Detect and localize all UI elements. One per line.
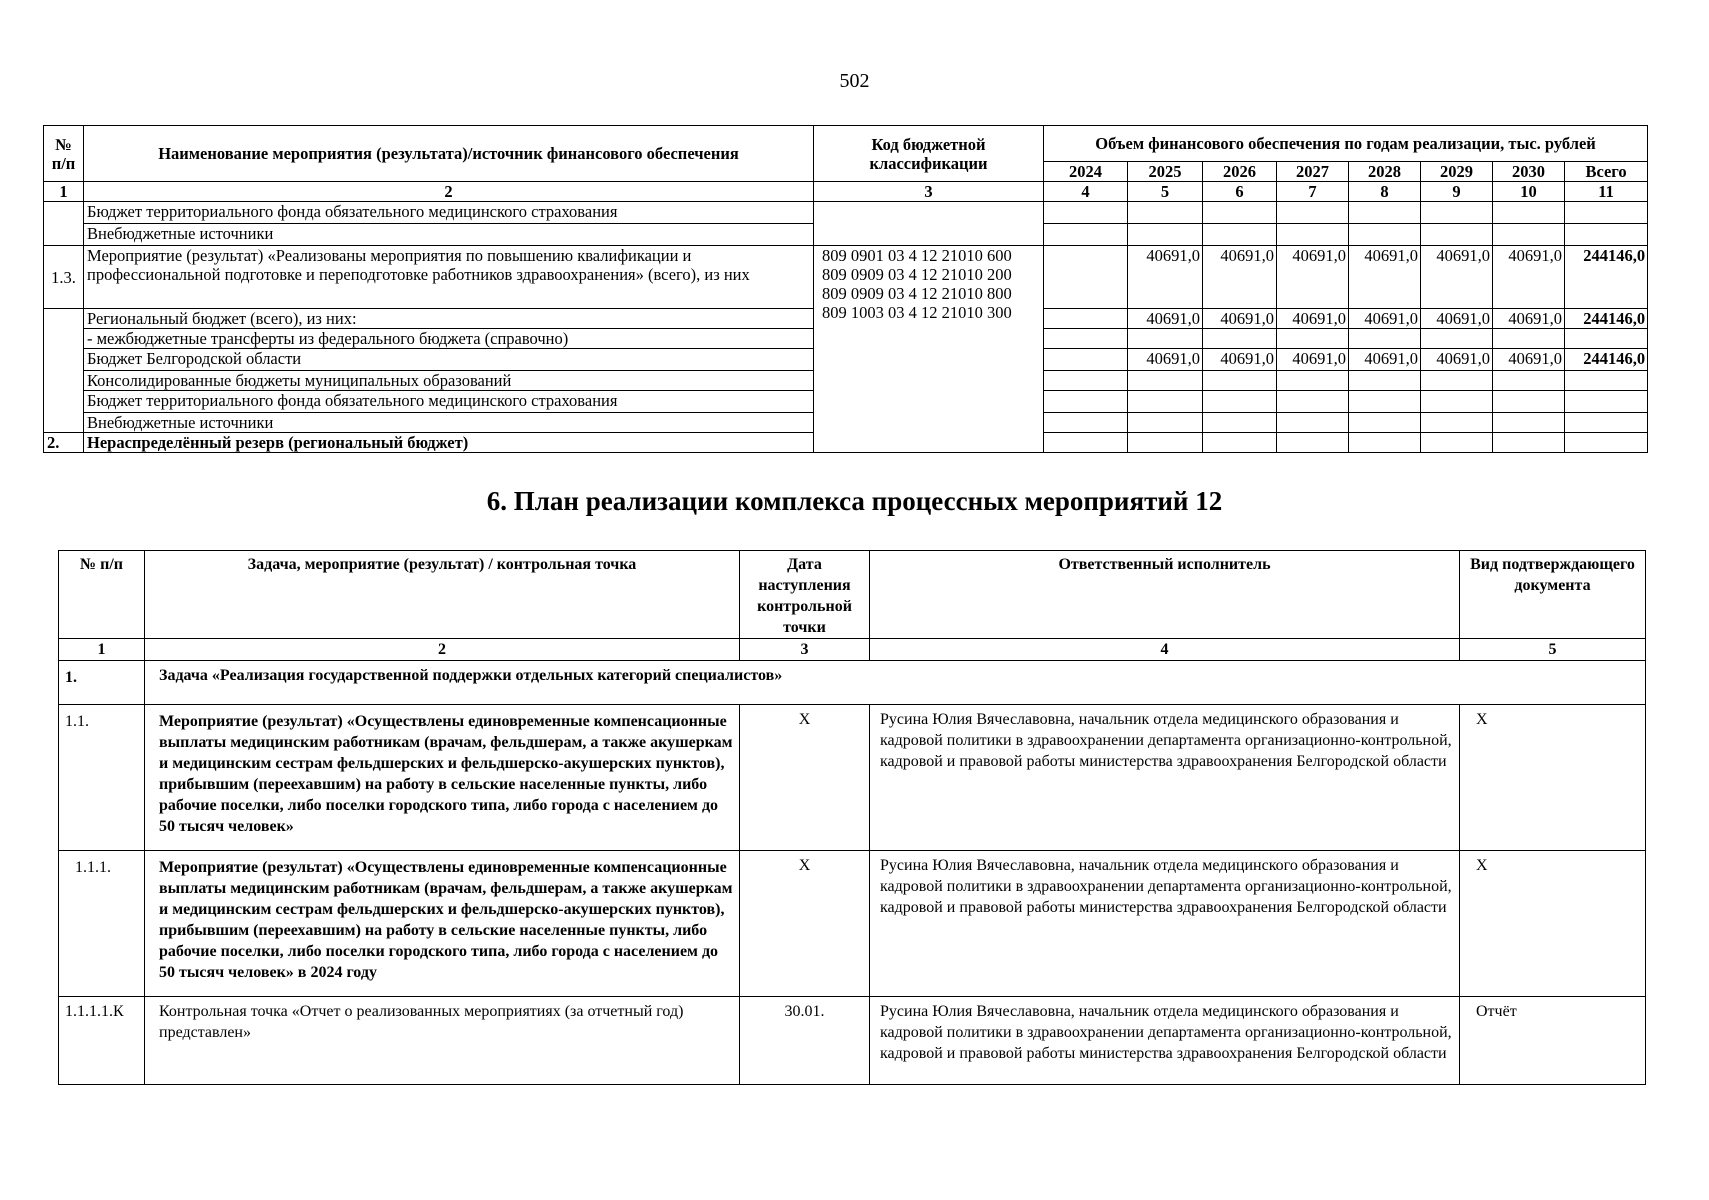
row-num: 1. [59,661,145,705]
header-num: № п/п [44,126,84,182]
page-number: 502 [839,70,870,92]
budget-code: 809 0909 03 4 12 21010 800 [822,284,1012,303]
row-doc: X [1460,851,1646,997]
row-executor: Русина Юлия Вячеславовна, начальник отдела медицинского образования и кадровой политики в здравоохранении департамента организационно-контрольной, кадровой и правовой работы министерства здравоохранения Белгородской области [870,705,1460,851]
value-cell [1128,433,1203,453]
value-cell [1044,202,1128,224]
value-cell [1565,224,1648,246]
row-name: Нераспределённый резерв (региональный бюджет) [84,433,814,453]
row-doc: Отчёт [1460,997,1646,1085]
row-text: Контрольная точка «Отчет о реализованных мероприятиях (за отчетный год) представлен» [145,997,740,1085]
row-num: 1.1.1. [59,851,145,997]
column-number: 6 [1203,182,1277,202]
value-cell [1421,371,1493,391]
value-cell [1565,413,1648,433]
column-number: 3 [740,639,870,661]
value-cell [1349,329,1421,349]
value-cell: 40691,0 [1128,309,1203,329]
column-number: 5 [1460,639,1646,661]
column-number: 10 [1493,182,1565,202]
row-num: 2. [44,433,84,453]
header-year: 2026 [1203,162,1277,182]
value-cell [1277,433,1349,453]
row-executor: Русина Юлия Вячеславовна, начальник отдела медицинского образования и кадровой политики в здравоохранении департамента организационно-контрольной, кадровой и правовой работы министерства здравоохранения Белгородской области [870,997,1460,1085]
value-cell: 40691,0 [1128,349,1203,371]
column-number: 2 [84,182,814,202]
value-cell [1421,329,1493,349]
header-year: 2025 [1128,162,1203,182]
value-cell: 40691,0 [1349,349,1421,371]
row-name: Бюджет территориального фонда обязательного медицинского страхования [84,202,814,224]
value-cell [1044,349,1128,371]
row-name: Консолидированные бюджеты муниципальных образований [84,371,814,391]
value-cell [1203,202,1277,224]
financing-table [43,125,1648,453]
value-cell [1565,433,1648,453]
table-row [44,202,1648,224]
value-cell: 40691,0 [1493,309,1565,329]
value-cell [1044,391,1128,413]
value-cell [1277,371,1349,391]
value-cell [1044,433,1128,453]
value-cell [1349,391,1421,413]
row-doc: X [1460,705,1646,851]
value-cell [1128,224,1203,246]
value-cell [1277,224,1349,246]
value-cell: 40691,0 [1128,246,1203,309]
row-executor: Русина Юлия Вячеславовна, начальник отдела медицинского образования и кадровой политики в здравоохранении департамента организационно-контрольной, кадровой и правовой работы министерства здравоохранения Белгородской области [870,851,1460,997]
value-cell [1565,202,1648,224]
value-cell [1421,433,1493,453]
value-cell [1203,371,1277,391]
budget-code: 809 0901 03 4 12 21010 600 [822,246,1012,265]
header-volume: Объем финансового обеспечения по годам реализации, тыс. рублей [1044,126,1648,162]
value-cell [1493,433,1565,453]
column-number: 2 [145,639,740,661]
budget-code: 809 1003 03 4 12 21010 300 [822,303,1012,322]
value-cell [1493,413,1565,433]
header-year: 2030 [1493,162,1565,182]
header-num: № п/п [59,551,145,639]
value-cell [1421,224,1493,246]
row-name: Внебюджетные источники [84,224,814,246]
row-text: Мероприятие (результат) «Осуществлены единовременные компенсационные выплаты медицинским работникам (врачам, фельдшерам, а также акушеркам и медицинским сестрам фельдшерских и фельдшерско-акушерских пунктов), прибывшим (переехавшим) на работу в сельские населенные пункты, либо рабочие поселки, либо поселки городского типа, либо города с населением до 50 тысяч человек» [145,705,740,851]
value-cell: 40691,0 [1277,309,1349,329]
budget-code: 809 0909 03 4 12 21010 200 [822,265,1012,284]
table-row [44,246,1648,309]
row-name: Бюджет Белгородской области [84,349,814,371]
value-cell [1493,371,1565,391]
value-cell [1493,202,1565,224]
column-number: 9 [1421,182,1493,202]
value-cell [1421,202,1493,224]
value-cell [1128,202,1203,224]
value-cell [1128,391,1203,413]
header-year: 2027 [1277,162,1349,182]
value-cell [1203,224,1277,246]
column-number: 11 [1565,182,1648,202]
table-row [59,705,1646,851]
row-text: Мероприятие (результат) «Осуществлены единовременные компенсационные выплаты медицинским работникам (врачам, фельдшерам, а также акушеркам и медицинским сестрам фельдшерских и фельдшерско-акушерских пунктов), прибывшим (переехавшим) на работу в сельские населенные пункты, либо рабочие поселки, либо поселки городского типа, либо города с населением до 50 тысяч человек» в 2024 году [145,851,740,997]
value-cell: 244146,0 [1565,349,1648,371]
value-cell: 40691,0 [1277,246,1349,309]
table-row [59,851,1646,997]
value-cell [1349,224,1421,246]
column-number: 7 [1277,182,1349,202]
value-cell [1044,371,1128,391]
value-cell [1349,202,1421,224]
value-cell [1349,413,1421,433]
value-cell [1203,329,1277,349]
row-name: Мероприятие (результат) «Реализованы мероприятия по повышению квалификации и профессиональной подготовке и переподготовке работников здравоохранения» (всего), из них [84,246,814,309]
row-name: Внебюджетные источники [84,413,814,433]
value-cell: 244146,0 [1565,309,1648,329]
value-cell [1044,413,1128,433]
row-code [814,246,1044,453]
header-code: Код бюджетной классификации [814,126,1044,182]
value-cell: 40691,0 [1493,246,1565,309]
value-cell: 40691,0 [1277,349,1349,371]
column-number: 4 [870,639,1460,661]
value-cell [1044,246,1128,309]
column-number: 5 [1128,182,1203,202]
value-cell: 40691,0 [1203,349,1277,371]
row-name: - межбюджетные трансферты из федерального бюджета (справочно) [84,329,814,349]
value-cell: 40691,0 [1203,309,1277,329]
row-num [44,309,84,433]
value-cell [1421,413,1493,433]
header-year: 2024 [1044,162,1128,182]
value-cell [1277,413,1349,433]
value-cell: 244146,0 [1565,246,1648,309]
value-cell [1203,413,1277,433]
value-cell [1203,433,1277,453]
row-num [44,202,84,246]
row-num: 1.1. [59,705,145,851]
value-cell [1044,329,1128,349]
row-date: X [740,705,870,851]
table-row [59,661,1646,705]
value-cell [1277,391,1349,413]
row-date: X [740,851,870,997]
value-cell [1128,329,1203,349]
plan-table [58,550,1646,1085]
value-cell [1565,329,1648,349]
value-cell: 40691,0 [1421,349,1493,371]
value-cell [1128,371,1203,391]
value-cell [1493,224,1565,246]
column-number: 8 [1349,182,1421,202]
header-date: Дата наступления контрольной точки [740,551,870,639]
value-cell: 40691,0 [1349,246,1421,309]
value-cell: 40691,0 [1203,246,1277,309]
header-task: Задача, мероприятие (результат) / контрольная точка [145,551,740,639]
value-cell: 40691,0 [1349,309,1421,329]
value-cell [1203,391,1277,413]
header-year: 2029 [1421,162,1493,182]
value-cell [1277,202,1349,224]
header-year: 2028 [1349,162,1421,182]
value-cell [1565,371,1648,391]
value-cell [1277,329,1349,349]
column-number: 3 [814,182,1044,202]
column-number: 1 [44,182,84,202]
value-cell [1349,371,1421,391]
value-cell [1493,329,1565,349]
header-doc: Вид подтверждающего документа [1460,551,1646,639]
row-code [814,202,1044,246]
header-total: Всего [1565,162,1648,182]
row-name: Бюджет территориального фонда обязательного медицинского страхования [84,391,814,413]
header-name: Наименование мероприятия (результата)/источник финансового обеспечения [84,126,814,182]
value-cell: 40691,0 [1493,349,1565,371]
row-num: 1.1.1.1.К [59,997,145,1085]
row-name: Региональный бюджет (всего), из них: [84,309,814,329]
value-cell: 40691,0 [1421,246,1493,309]
value-cell [1128,413,1203,433]
value-cell [1044,224,1128,246]
table-row [59,997,1646,1085]
value-cell [1565,391,1648,413]
task-text: Задача «Реализация государственной поддержки отдельных категорий специалистов» [145,661,1646,705]
header-executor: Ответственный исполнитель [870,551,1460,639]
column-number: 1 [59,639,145,661]
row-date: 30.01. [740,997,870,1085]
value-cell [1349,433,1421,453]
value-cell [1044,309,1128,329]
section-title: 6. План реализации комплекса процессных мероприятий 12 [486,486,1223,516]
value-cell [1421,391,1493,413]
value-cell [1493,391,1565,413]
row-num: 1.3. [44,246,84,309]
column-number: 4 [1044,182,1128,202]
value-cell: 40691,0 [1421,309,1493,329]
